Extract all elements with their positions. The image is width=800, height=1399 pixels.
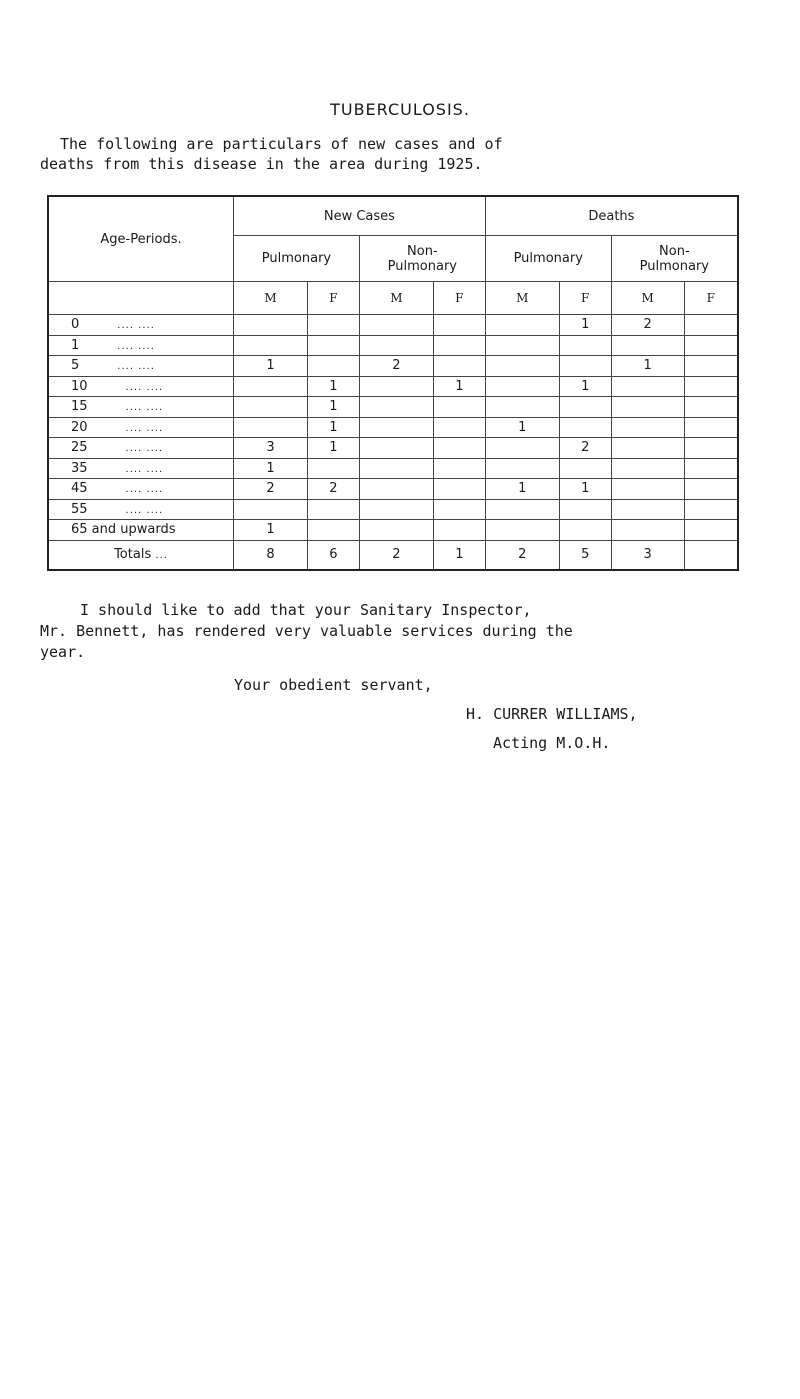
m-header: M bbox=[611, 282, 684, 315]
non-label-2: Pulmonary bbox=[387, 258, 457, 274]
non-label-2: Pulmonary bbox=[639, 258, 709, 274]
table-row bbox=[48, 458, 738, 479]
table-row bbox=[48, 479, 738, 500]
value-cell bbox=[359, 376, 433, 397]
table-row bbox=[48, 438, 738, 459]
value-cell bbox=[684, 499, 738, 520]
age-period-cell bbox=[48, 499, 234, 520]
value-cell bbox=[433, 417, 485, 438]
value-cell bbox=[485, 458, 559, 479]
value-cell bbox=[485, 520, 559, 541]
leader-dots: .... .... bbox=[125, 381, 164, 393]
value-cell bbox=[307, 335, 359, 356]
f-header: F bbox=[307, 282, 359, 315]
value-cell: 1 bbox=[611, 356, 684, 377]
leader-dots: .... .... bbox=[117, 361, 155, 373]
intro-line-1: The following are particulars of new cases and of bbox=[60, 135, 503, 153]
new-non-pulmonary-header bbox=[359, 236, 485, 282]
value-cell bbox=[684, 356, 738, 377]
value-cell: 2 bbox=[611, 315, 684, 336]
leader-dots: .... .... bbox=[125, 463, 164, 475]
table-row bbox=[48, 315, 738, 336]
value-cell bbox=[684, 438, 738, 459]
table-row bbox=[48, 397, 738, 418]
non-label-1: Non- bbox=[659, 243, 690, 259]
value-cell bbox=[307, 458, 359, 479]
total-cell: 8 bbox=[234, 540, 308, 570]
value-cell bbox=[433, 356, 485, 377]
leader-dots: .... .... bbox=[125, 504, 164, 516]
non-label-1: Non- bbox=[407, 243, 438, 259]
m-header: M bbox=[234, 282, 308, 315]
table-row bbox=[48, 417, 738, 438]
age-period-cell bbox=[48, 356, 234, 377]
age-period-label: 20 bbox=[71, 419, 88, 435]
age-period-label: 10 bbox=[71, 378, 88, 394]
table-row bbox=[48, 499, 738, 520]
age-period-cell bbox=[48, 397, 234, 418]
leader-dots: .... .... bbox=[125, 443, 164, 455]
totals-label bbox=[48, 540, 234, 570]
new-cases-header: New Cases bbox=[234, 196, 486, 236]
value-cell: 1 bbox=[559, 315, 611, 336]
new-pulmonary-header: Pulmonary bbox=[234, 236, 360, 282]
value-cell bbox=[359, 438, 433, 459]
age-period-label: 0 bbox=[71, 317, 80, 333]
value-cell bbox=[485, 397, 559, 418]
total-cell: 3 bbox=[611, 540, 684, 570]
value-cell: 1 bbox=[307, 417, 359, 438]
value-cell bbox=[611, 520, 684, 541]
value-cell bbox=[559, 499, 611, 520]
leader-dots: .... .... bbox=[117, 320, 155, 332]
age-period-label: 35 bbox=[71, 460, 88, 476]
total-cell: 1 bbox=[433, 540, 485, 570]
closing-line-3: year. bbox=[40, 643, 86, 661]
value-cell bbox=[611, 376, 684, 397]
age-period-cell bbox=[48, 376, 234, 397]
value-cell: 3 bbox=[234, 438, 308, 459]
value-cell bbox=[234, 499, 308, 520]
signatory-name: H. CURRER WILLIAMS, bbox=[466, 705, 638, 723]
value-cell: 1 bbox=[433, 376, 485, 397]
intro-line-2: deaths from this disease in the area during 1925. bbox=[40, 155, 483, 173]
totals-row bbox=[48, 540, 738, 570]
value-cell bbox=[485, 376, 559, 397]
value-cell bbox=[307, 356, 359, 377]
header-row-1 bbox=[48, 196, 738, 236]
value-cell bbox=[485, 438, 559, 459]
leader-dots: .... .... bbox=[125, 402, 164, 414]
value-cell bbox=[234, 397, 308, 418]
value-cell bbox=[485, 315, 559, 336]
value-cell: 1 bbox=[485, 479, 559, 500]
leader-dots: .... .... bbox=[125, 422, 164, 434]
value-cell bbox=[234, 315, 308, 336]
age-period-label: 15 bbox=[71, 399, 88, 415]
value-cell bbox=[684, 397, 738, 418]
total-cell bbox=[684, 540, 738, 570]
age-period-cell bbox=[48, 438, 234, 459]
intro-paragraph bbox=[40, 134, 740, 174]
value-cell bbox=[684, 335, 738, 356]
table-row bbox=[48, 520, 738, 541]
age-period-label: 65 and upwards bbox=[71, 522, 176, 538]
age-period-label: 5 bbox=[71, 358, 80, 374]
age-period-cell bbox=[48, 458, 234, 479]
f-header: F bbox=[684, 282, 738, 315]
value-cell bbox=[433, 479, 485, 500]
value-cell bbox=[684, 417, 738, 438]
value-cell bbox=[359, 458, 433, 479]
value-cell bbox=[684, 376, 738, 397]
value-cell: 1 bbox=[234, 458, 308, 479]
table-row bbox=[48, 376, 738, 397]
f-header: F bbox=[433, 282, 485, 315]
value-cell bbox=[433, 438, 485, 459]
deaths-pulmonary-header: Pulmonary bbox=[485, 236, 611, 282]
deaths-header: Deaths bbox=[485, 196, 738, 236]
value-cell: 1 bbox=[307, 376, 359, 397]
value-cell bbox=[234, 417, 308, 438]
value-cell bbox=[307, 315, 359, 336]
age-periods-header: Age-Periods. bbox=[48, 196, 234, 282]
tuberculosis-table bbox=[47, 195, 739, 571]
age-period-label: 1 bbox=[71, 337, 80, 353]
value-cell: 1 bbox=[559, 479, 611, 500]
totals-text: Totals bbox=[114, 547, 152, 562]
leader-dots: .... .... bbox=[125, 484, 164, 496]
value-cell bbox=[359, 499, 433, 520]
m-header: M bbox=[485, 282, 559, 315]
total-cell: 6 bbox=[307, 540, 359, 570]
salutation: Your obedient servant, bbox=[234, 676, 433, 694]
age-period-cell bbox=[48, 520, 234, 541]
leader-dots: .... .... bbox=[117, 340, 155, 352]
value-cell: 1 bbox=[559, 376, 611, 397]
header-row-3 bbox=[48, 282, 738, 315]
signatory-role: Acting M.O.H. bbox=[493, 734, 611, 752]
totals-dots: ... bbox=[155, 550, 168, 561]
value-cell bbox=[684, 458, 738, 479]
table-row bbox=[48, 335, 738, 356]
value-cell bbox=[559, 397, 611, 418]
value-cell bbox=[684, 520, 738, 541]
age-period-label: 25 bbox=[71, 440, 88, 456]
closing-line-2: Mr. Bennett, has rendered very valuable services during the bbox=[40, 622, 573, 640]
value-cell bbox=[433, 397, 485, 418]
total-cell: 2 bbox=[485, 540, 559, 570]
value-cell bbox=[485, 356, 559, 377]
table-row bbox=[48, 356, 738, 377]
value-cell bbox=[307, 499, 359, 520]
value-cell bbox=[611, 438, 684, 459]
value-cell bbox=[433, 458, 485, 479]
total-cell: 2 bbox=[359, 540, 433, 570]
age-period-cell bbox=[48, 479, 234, 500]
age-period-cell bbox=[48, 315, 234, 336]
value-cell bbox=[307, 520, 359, 541]
total-cell: 5 bbox=[559, 540, 611, 570]
value-cell bbox=[684, 315, 738, 336]
value-cell bbox=[684, 479, 738, 500]
value-cell bbox=[359, 335, 433, 356]
page-title: TUBERCULOSIS. bbox=[330, 100, 470, 119]
value-cell: 2 bbox=[307, 479, 359, 500]
value-cell bbox=[611, 499, 684, 520]
value-cell bbox=[359, 520, 433, 541]
value-cell bbox=[559, 458, 611, 479]
value-cell: 1 bbox=[485, 417, 559, 438]
value-cell bbox=[611, 335, 684, 356]
age-period-cell bbox=[48, 335, 234, 356]
value-cell: 1 bbox=[234, 356, 308, 377]
value-cell: 2 bbox=[234, 479, 308, 500]
value-cell bbox=[611, 417, 684, 438]
value-cell bbox=[433, 335, 485, 356]
age-period-label: 55 bbox=[71, 501, 88, 517]
value-cell bbox=[359, 479, 433, 500]
value-cell bbox=[433, 315, 485, 336]
value-cell bbox=[359, 315, 433, 336]
value-cell bbox=[234, 335, 308, 356]
value-cell: 1 bbox=[234, 520, 308, 541]
value-cell: 2 bbox=[559, 438, 611, 459]
f-header: F bbox=[559, 282, 611, 315]
value-cell bbox=[485, 499, 559, 520]
value-cell: 1 bbox=[307, 397, 359, 418]
value-cell bbox=[485, 335, 559, 356]
value-cell bbox=[359, 417, 433, 438]
value-cell bbox=[611, 397, 684, 418]
value-cell bbox=[433, 499, 485, 520]
value-cell: 1 bbox=[307, 438, 359, 459]
value-cell bbox=[559, 417, 611, 438]
age-period-label: 45 bbox=[71, 481, 88, 497]
closing-line-1: I should like to add that your Sanitary Inspector, bbox=[80, 601, 532, 619]
value-cell bbox=[359, 397, 433, 418]
blank-header-cell bbox=[48, 282, 234, 315]
age-period-cell bbox=[48, 417, 234, 438]
value-cell bbox=[433, 520, 485, 541]
value-cell bbox=[559, 520, 611, 541]
value-cell bbox=[234, 376, 308, 397]
value-cell bbox=[611, 458, 684, 479]
value-cell bbox=[559, 335, 611, 356]
value-cell bbox=[611, 479, 684, 500]
value-cell bbox=[559, 356, 611, 377]
m-header: M bbox=[359, 282, 433, 315]
closing-paragraph bbox=[40, 600, 740, 663]
deaths-non-pulmonary-header bbox=[611, 236, 738, 282]
value-cell: 2 bbox=[359, 356, 433, 377]
